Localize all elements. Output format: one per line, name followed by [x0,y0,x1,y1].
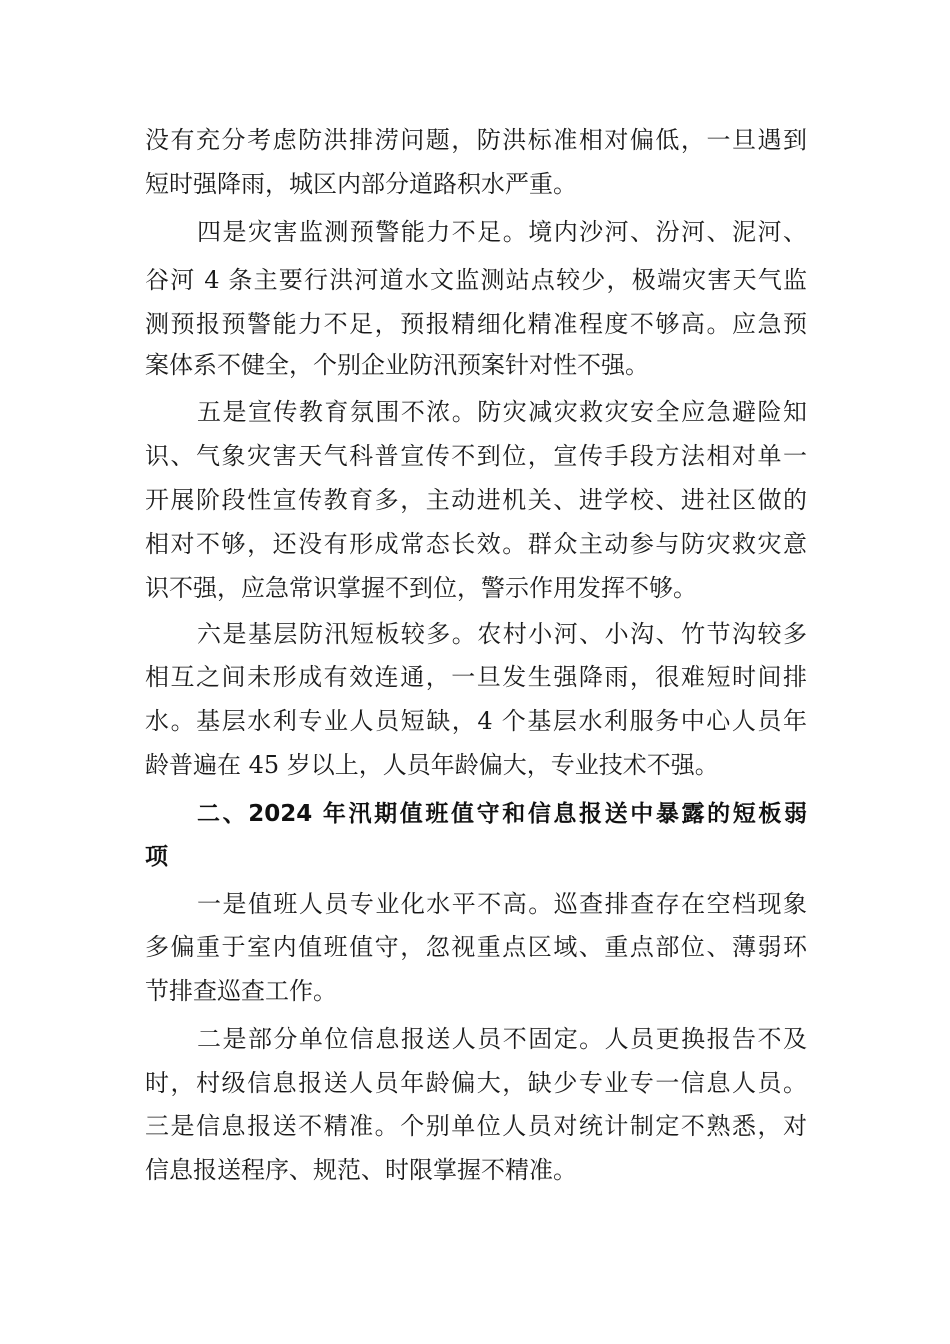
text-line: 识、气象灾害天气科普宣传不到位，宣传手段方法相对单一 [145,442,807,470]
text-line: 没有充分考虑防洪排涝问题，防洪标准相对偏低，一旦遇到 [145,126,807,154]
text-line: 相互之间未形成有效连通，一旦发生强降雨，很难短时间排 [145,663,807,691]
text-line: 谷河 4 条主要行洪河道水文监测站点较少，极端灾害天气监 [145,266,807,294]
text-line: 三是信息报送不精准。个别单位人员对统计制定不熟悉，对 [145,1112,807,1140]
paragraph-start-line: 四是灾害监测预警能力不足。境内沙河、汾河、泥河、 [197,218,807,246]
text-line: 案体系不健全，个别企业防汛预案针对性不强。 [145,351,649,379]
text-line: 开展阶段性宣传教育多，主动进机关、进学校、进社区做的 [145,486,807,514]
text-line: 节排查巡查工作。 [145,977,337,1005]
text-line: 时，村级信息报送人员年龄偏大，缺少专业专一信息人员。 [145,1069,807,1097]
text-line: 短时强降雨，城区内部分道路积水严重。 [145,170,577,198]
paragraph-start-line: 五是宣传教育氛围不浓。防灾减灾救灾安全应急避险知 [197,398,807,426]
section-heading-continuation: 项 [145,844,168,870]
text-line: 测预报预警能力不足，预报精细化精准程度不够高。应急预 [145,310,807,338]
paragraph-start-line: 六是基层防汛短板较多。农村小河、小沟、竹节沟较多 [197,620,807,648]
text-line: 多偏重于室内值班值守，忽视重点区域、重点部位、薄弱环 [145,933,807,961]
text-line: 信息报送程序、规范、时限掌握不精准。 [145,1156,577,1184]
text-line: 水。基层水利专业人员短缺，4 个基层水利服务中心人员年 [145,707,807,735]
paragraph-start-line: 一是值班人员专业化水平不高。巡查排查存在空档现象 [197,890,807,918]
text-line: 相对不够，还没有形成常态长效。群众主动参与防灾救灾意 [145,530,807,558]
text-line: 龄普遍在 45 岁以上，人员年龄偏大，专业技术不强。 [145,751,719,779]
paragraph-start-line: 二是部分单位信息报送人员不固定。人员更换报告不及 [197,1025,807,1053]
text-line: 识不强，应急常识掌握不到位，警示作用发挥不够。 [145,574,697,602]
section-heading: 二、2024 年汛期值班值守和信息报送中暴露的短板弱 [197,801,807,827]
